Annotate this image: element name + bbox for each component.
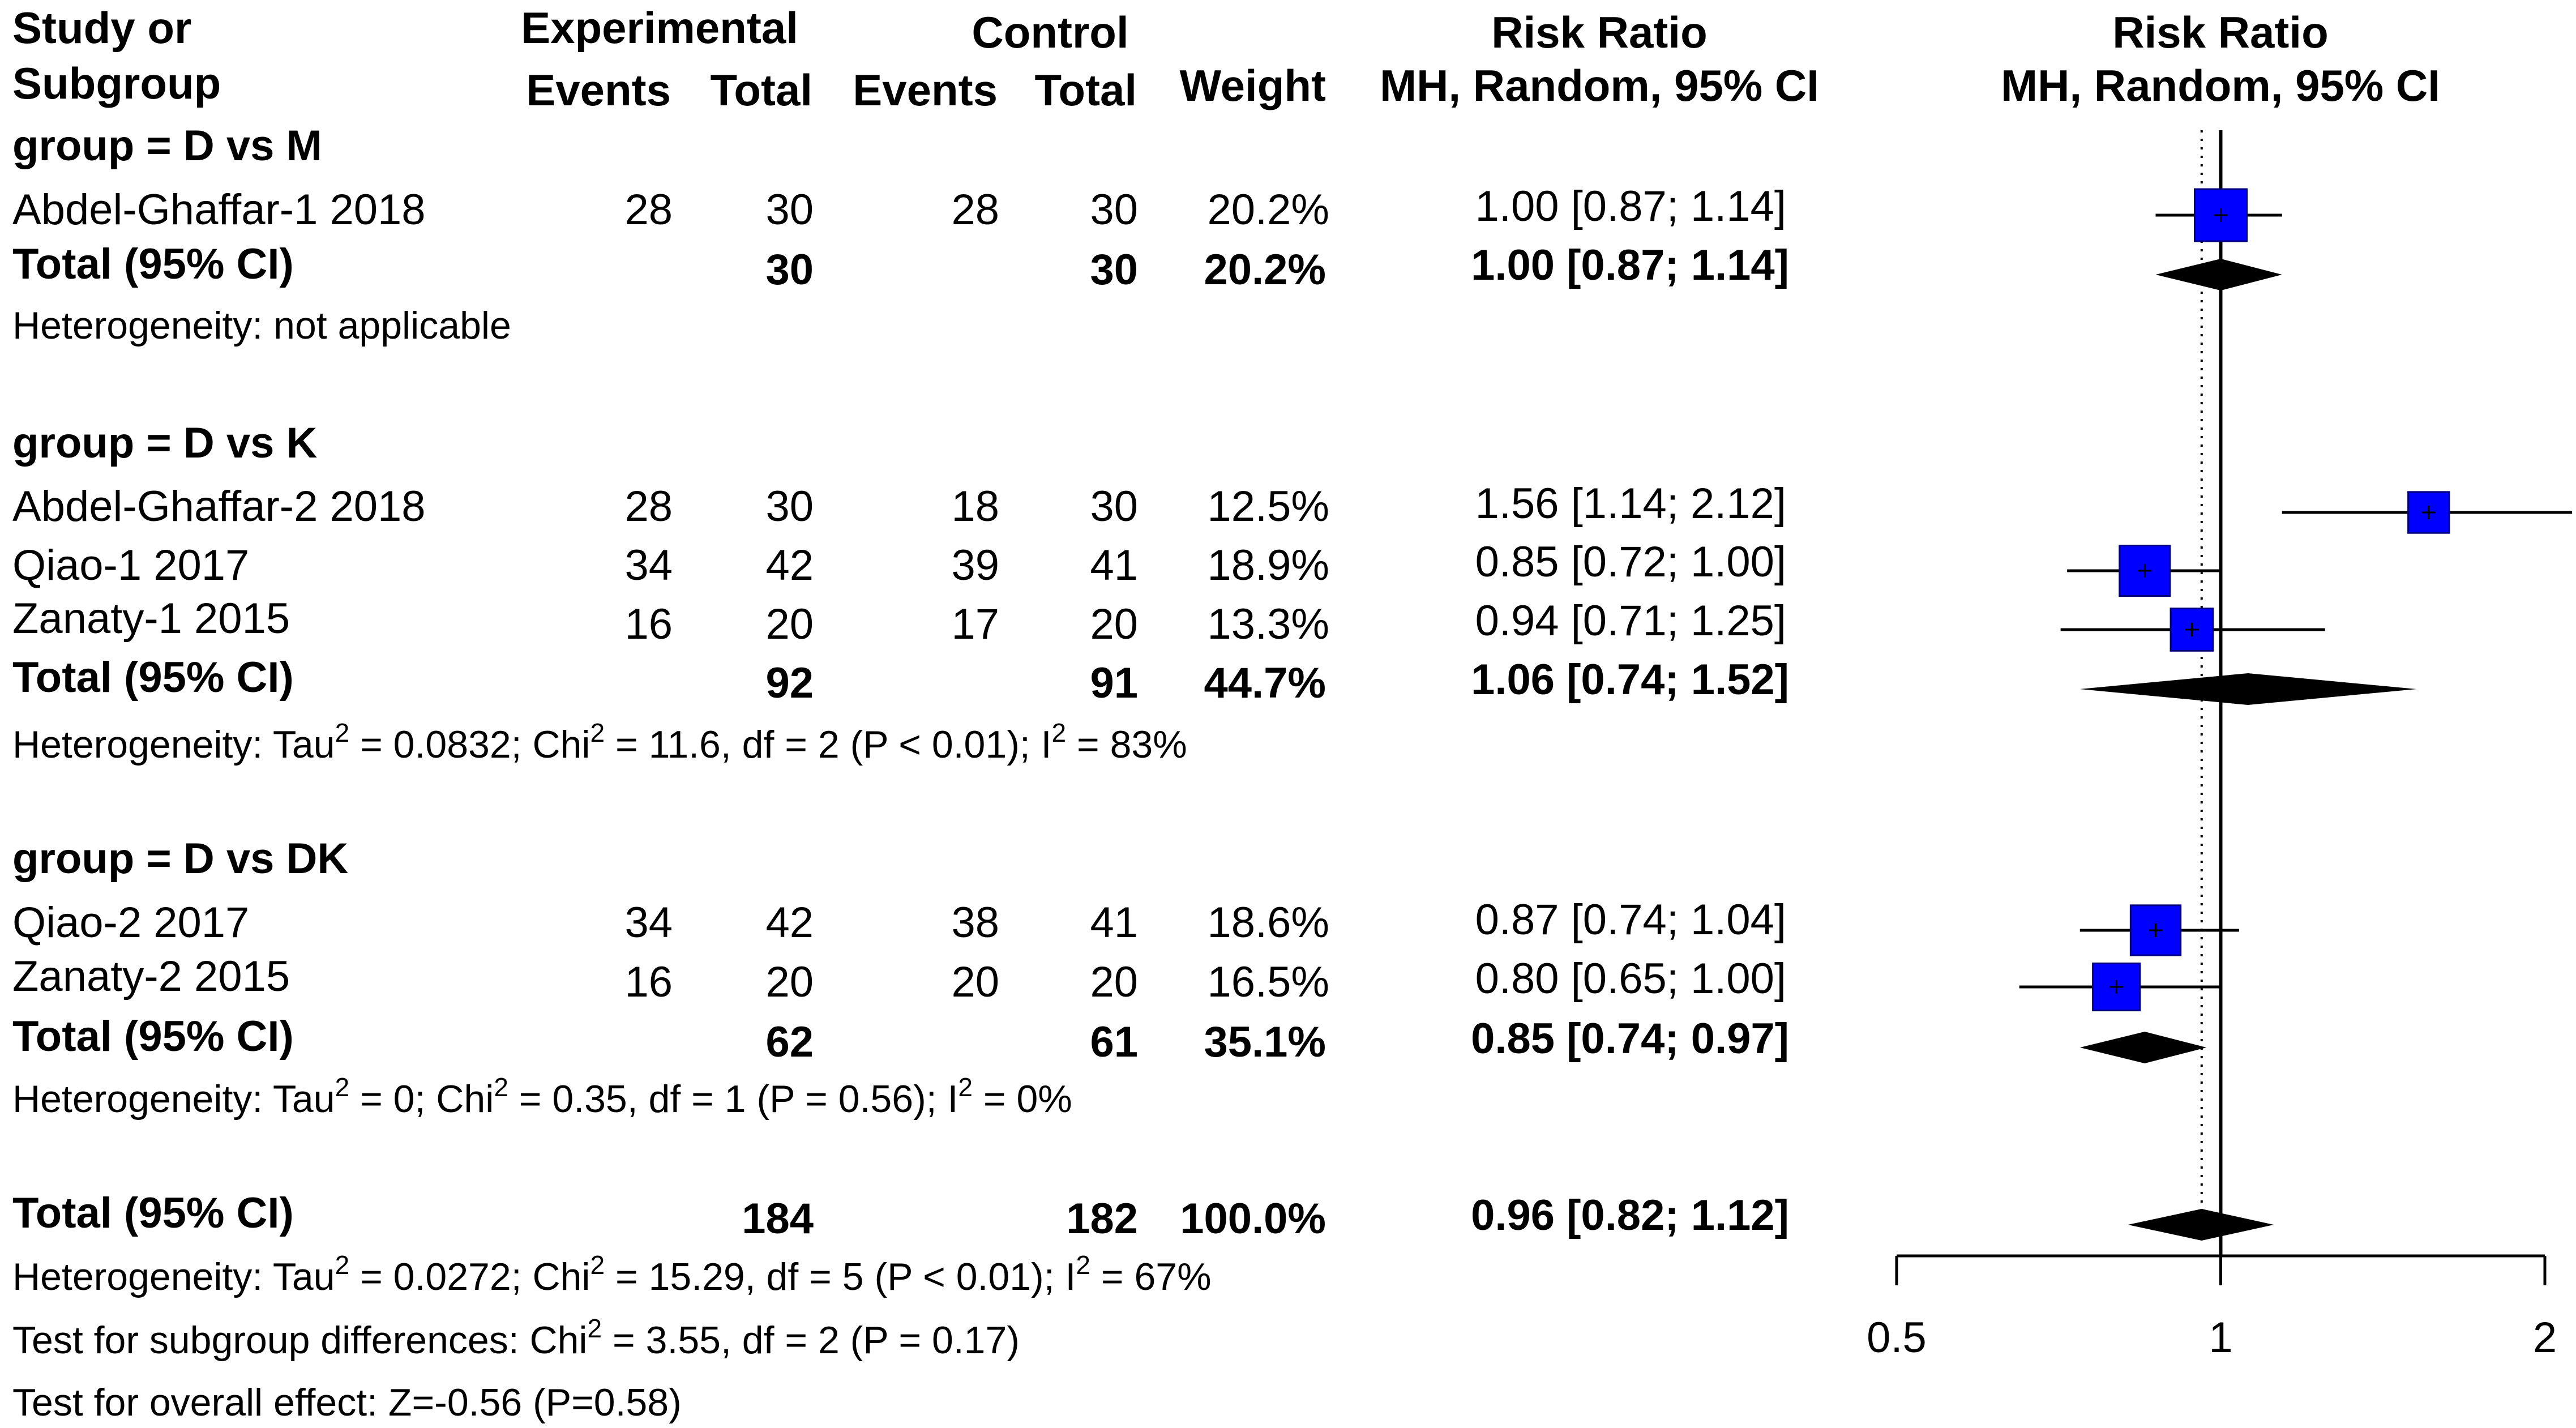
total-ctrl: 91	[1090, 659, 1138, 707]
header-exp-total: Total	[710, 65, 812, 115]
subgroup-d-vs-k	[12, 419, 1789, 766]
ci-text: 0.87 [0.74; 1.04]	[1475, 896, 1786, 944]
total-weight: 44.7%	[1204, 659, 1326, 707]
exp-events: 16	[624, 958, 673, 1006]
overall-total-label: Total (95% CI)	[12, 1189, 294, 1237]
ci-text: 0.85 [0.72; 1.00]	[1475, 538, 1786, 586]
total-exp: 62	[765, 1018, 814, 1066]
header-weight: Weight	[1179, 61, 1326, 110]
subgroup-d-vs-m	[12, 122, 1789, 347]
study-name: Zanaty-1 2015	[12, 595, 290, 643]
total-ci-text: 1.00 [0.87; 1.14]	[1471, 241, 1789, 289]
header-exp-events: Events	[526, 65, 671, 115]
exp-events: 28	[624, 186, 673, 234]
column-headers	[12, 3, 2440, 115]
weight: 18.9%	[1207, 541, 1329, 589]
group-title: group = D vs M	[12, 122, 322, 170]
total-exp: 92	[765, 659, 814, 707]
exp-total: 30	[765, 482, 814, 531]
ctrl-events: 28	[951, 186, 999, 234]
heterogeneity-text: Heterogeneity: Tau$^2$ = 0.0832; Chi$^2$ = 11.6, df = 2 (P < 0.01); $I^2 = 83\%$	[12, 718, 1187, 766]
ci-text: 0.80 [0.65; 1.00]	[1475, 955, 1786, 1003]
subgroup-total-diamond	[2155, 259, 2282, 290]
overall-heterogeneity-text: Heterogeneity: Tau$^2$ = 0.0272; Chi$^2$ = 15.29, df = 5 (P < 0.01); $I^2 = 67\%$	[12, 1250, 1212, 1298]
subgroup-total-diamond	[2080, 1032, 2207, 1063]
study-name: Abdel-Ghaffar-2 2018	[12, 482, 426, 531]
weight: 20.2%	[1207, 186, 1329, 234]
total-weight: 35.1%	[1204, 1018, 1326, 1066]
ci-text: 1.56 [1.14; 2.12]	[1475, 480, 1786, 528]
weight: 12.5%	[1207, 482, 1329, 531]
overall-total-diamond	[2128, 1209, 2274, 1241]
exp-total: 42	[765, 541, 814, 589]
x-axis-tick-label: 1	[2209, 1314, 2233, 1362]
exp-total: 20	[765, 600, 814, 648]
overall-total-ctrl: 182	[1066, 1195, 1138, 1243]
x-axis-tick-label: 0.5	[1867, 1314, 1927, 1362]
ctrl-events: 39	[951, 541, 999, 589]
header-rr-line2: MH, Random, 95% CI	[1380, 61, 1819, 110]
ci-text: 0.94 [0.71; 1.25]	[1475, 597, 1786, 645]
study-name: Qiao-1 2017	[12, 541, 250, 589]
ctrl-total: 20	[1090, 600, 1138, 648]
header-plot-line1: Risk Ratio	[2112, 7, 2329, 57]
header-plot-line2: MH, Random, 95% CI	[2001, 61, 2440, 110]
exp-total: 30	[765, 186, 814, 234]
x-axis-tick-label: 2	[2532, 1314, 2557, 1362]
ctrl-total: 30	[1090, 186, 1138, 234]
total-ctrl: 30	[1090, 246, 1138, 294]
overall-ci-text: 0.96 [0.82; 1.12]	[1471, 1191, 1789, 1239]
exp-total: 20	[765, 958, 814, 1006]
ctrl-total: 41	[1090, 899, 1138, 947]
heterogeneity-text: Heterogeneity: not applicable	[12, 304, 511, 347]
weight: 13.3%	[1207, 600, 1329, 648]
total-weight: 20.2%	[1204, 246, 1326, 294]
heterogeneity-text: Heterogeneity: Tau$^2$ = 0; Chi$^2$ = 0.35, df = 1 (P = 0.56); $I^2 = 0\%$	[12, 1072, 1072, 1121]
ctrl-events: 18	[951, 482, 999, 531]
ctrl-events: 17	[951, 600, 999, 648]
overall-weight: 100.0%	[1180, 1195, 1326, 1243]
header-control: Control	[972, 7, 1129, 57]
header-study-line1: Study or	[12, 3, 192, 53]
ctrl-total: 20	[1090, 958, 1138, 1006]
ctrl-total: 41	[1090, 541, 1138, 589]
plot-area	[1867, 130, 2572, 1362]
overall-effect-text: Test for overall effect: Z=-0.56 (P=0.58)	[12, 1381, 682, 1424]
total-ctrl: 61	[1090, 1018, 1138, 1066]
total-exp: 30	[765, 246, 814, 294]
header-ctrl-total: Total	[1034, 65, 1137, 115]
ctrl-events: 20	[951, 958, 999, 1006]
weight: 16.5%	[1207, 958, 1329, 1006]
study-name: Qiao-2 2017	[12, 899, 250, 947]
ctrl-events: 38	[951, 899, 999, 947]
study-name: Abdel-Ghaffar-1 2018	[12, 186, 426, 234]
header-study-line2: Subgroup	[12, 58, 221, 108]
overall-total-exp: 184	[742, 1195, 814, 1243]
header-experimental: Experimental	[521, 3, 798, 53]
overall-summary	[12, 1189, 1789, 1424]
total-label: Total (95% CI)	[12, 240, 294, 288]
subgroup-total-diamond	[2080, 673, 2417, 705]
group-title: group = D vs K	[12, 419, 318, 467]
ctrl-total: 30	[1090, 482, 1138, 531]
header-rr-line1: Risk Ratio	[1491, 7, 1708, 57]
group-title: group = D vs DK	[12, 835, 349, 883]
weight: 18.6%	[1207, 899, 1329, 947]
total-label: Total (95% CI)	[12, 1012, 294, 1061]
study-name: Zanaty-2 2015	[12, 952, 290, 1001]
exp-events: 34	[624, 541, 673, 589]
exp-events: 34	[624, 899, 673, 947]
ci-text: 1.00 [0.87; 1.14]	[1475, 182, 1786, 230]
exp-events: 28	[624, 482, 673, 531]
exp-events: 16	[624, 600, 673, 648]
subgroup-d-vs-dk	[12, 835, 1789, 1121]
total-label: Total (95% CI)	[12, 653, 294, 702]
exp-total: 42	[765, 899, 814, 947]
subgroup-differences-text: Test for subgroup differences: Chi$^2$ = 3.55, df = 2 (P = 0.17)	[12, 1314, 1020, 1362]
total-ci-text: 1.06 [0.74; 1.52]	[1471, 656, 1789, 704]
header-ctrl-events: Events	[853, 65, 998, 115]
total-ci-text: 0.85 [0.74; 0.97]	[1471, 1015, 1789, 1063]
